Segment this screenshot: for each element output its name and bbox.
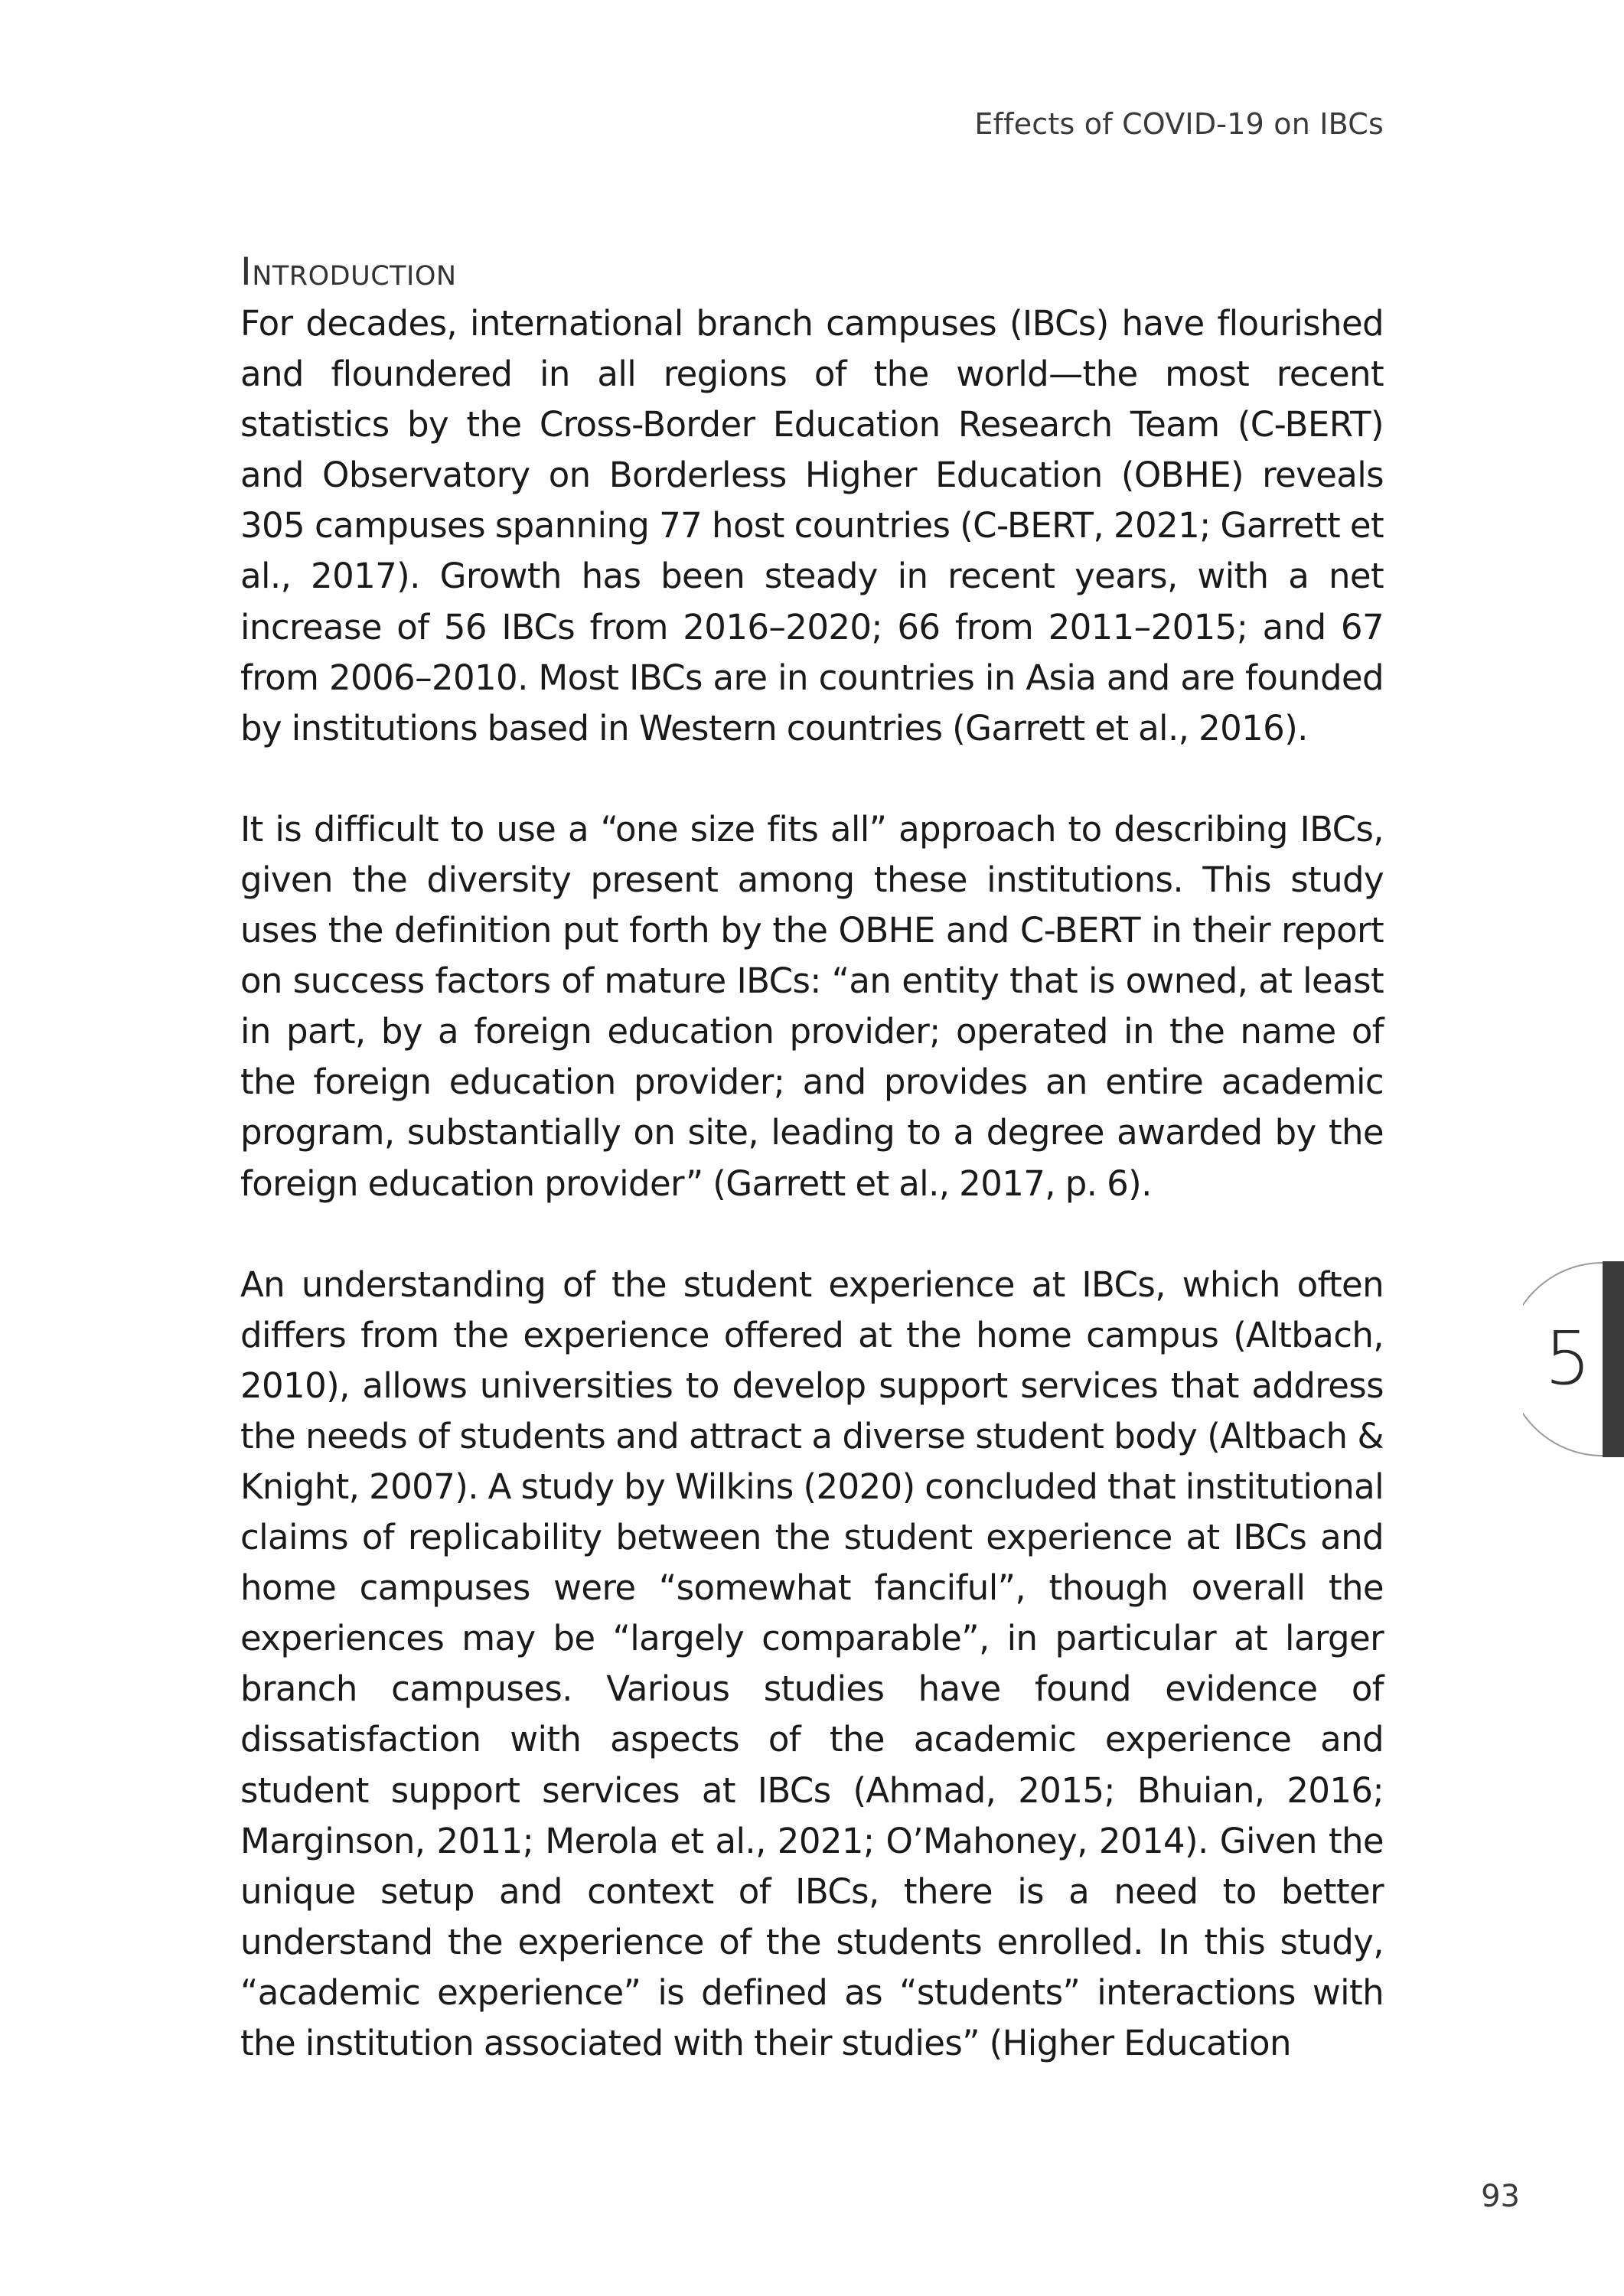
page-number: 93 [1481,2179,1520,2214]
paragraph-2: It is difficult to use a “one size fits all” approach to describing IBCs, given the diversity present among these institutions. This study uses the definition put forth by the OBHE and C-BERT in their report on success factors of mature IBCs: “an entity that is owned, at least in part, by a foreign education provider; operated in the name of the foreign education provider; and provides an entire academic program, substantially on site, leading to a degree awarded by the foreign education provider” (Garrett et al., 2017, p. 6). [240,808,1384,1204]
main-content [240,246,1384,2069]
chapter-tab [1523,1261,1624,1457]
paragraph-1: For decades, international branch campuses (IBCs) have flourished and floundered in all regions of the world—the most recent statistics by the Cross-Border Education Research Team (C-BERT) and Observatory on Borderless Higher Education (OBHE) reveals 305 campuses spanning 77 host countries (C-BERT, 2021; Garrett et al., 2017). Growth has been steady in recent years, with a net increase of 56 IBCs from 2016–2020; 66 from 2011–2015; and 67 from 2006–2010. Most IBCs are in countries in Asia and are founded by institutions based in Western countries (Garrett et al., 2016). [240,303,1384,748]
chapter-tab-bar [1603,1261,1624,1457]
paragraph-3: An understanding of the student experience at IBCs, which often differs from the experience offered at the home campus (Altbach, 2010), allows universities to develop support services that address the needs of students and attract a diverse student body (Altbach & Knight, 2007). A study by Wilkins (2020) concluded that institutional claims of replicability between the student experience at IBCs and home campuses were “somewhat fanciful”, though overall the experiences may be “largely comparable”, in particular at larger branch campuses. Various studies have found evidence of dissatisfaction with aspects of the academic experience and student support services at IBCs (Ahmad, 2015; Bhuian, 2016; Marginson, 2011; Merola et al., 2021; O’Mahoney, 2014). Given the unique setup and context of IBCs, there is a need to better understand the experience of the students enrolled. In this study, “academic experience” is defined as “students” interactions with the institution associated with their studies” (Higher Education [240,1264,1384,2063]
section-heading: Introduction [240,249,457,294]
chapter-number: 5 [1544,1316,1592,1401]
running-header: Effects of COVID-19 on IBCs [974,107,1384,141]
